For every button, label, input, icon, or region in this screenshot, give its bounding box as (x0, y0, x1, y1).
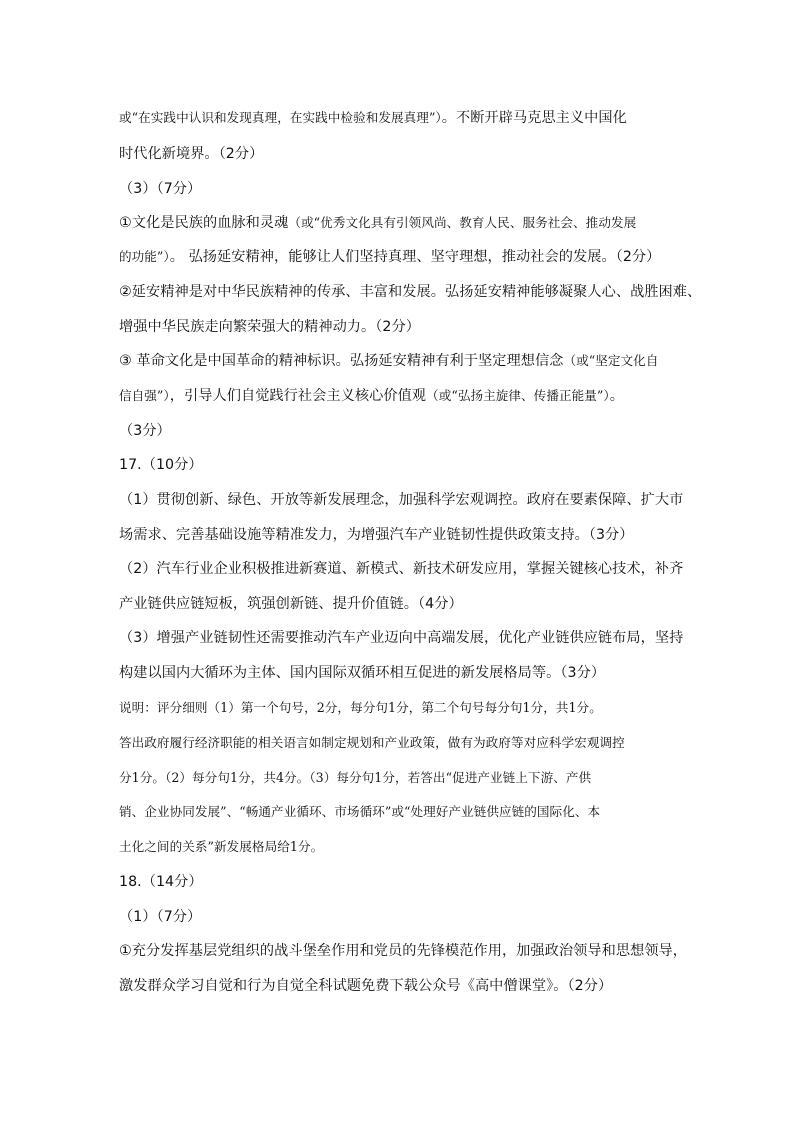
scoring-note: 分1分。（2）每分句1分，共4分。（3）每分句1分，若答出“促进产业链上下游、产供 (119, 770, 592, 785)
text-line-09 (119, 389, 699, 403)
text-line-06 (119, 284, 702, 300)
text-line-24 (119, 910, 699, 924)
text-fragment: ，引导人们自觉践行社会主义核心价值观 (169, 388, 427, 404)
text-fragment: 信自强”） (119, 387, 170, 403)
text-fragment: ①文化是民族的血脉和灵魂 (119, 215, 289, 231)
text-line-05 (119, 250, 699, 264)
text-line-26 (119, 979, 699, 993)
scoring-note: 销、企业协同发展”、“畅通产业循环、市场循环”或“处理好产业链供应链的国际化、本 (119, 804, 601, 819)
text-line-22 (119, 841, 699, 854)
question-heading: 18.（14分） (119, 874, 203, 890)
text-fragment: 。不断开辟马克思主义中国化 (441, 110, 627, 126)
text-fragment: 时代化新境界。（2分） (119, 146, 264, 162)
text-fragment: 场需求、完善基础设施等精准发力，为增强汽车产业链韧性提供政策支持。（3分） (119, 527, 634, 543)
text-fragment: 产业链供应链短板，筑强创新链、提升价值链。（4分） (119, 596, 463, 612)
text-fragment: （3）增强产业链韧性还需要推动汽车产业迈向中高端发展，优化产业链供应链布局，坚持 (119, 630, 684, 646)
scoring-note: 答出政府履行经济职能的相关语言如制定规划和产业政策，做有为政府等对应科学宏观调控 (119, 735, 625, 750)
text-line-01 (119, 111, 699, 125)
text-line-14 (119, 562, 699, 576)
text-line-10 (119, 424, 699, 438)
text-fragment: （或“弘扬主旋律、传播正能量”） (426, 387, 610, 403)
text-line-23 (119, 875, 699, 889)
scoring-note: 说明：评分细则（1）第一个句号，2分，每分句1分，第二个句号每分句1分，共1分。 (119, 700, 602, 715)
scoring-note: 土化之间的关系”新发展格局给1分。 (119, 839, 324, 854)
text-line-02 (119, 147, 699, 161)
text-line-15 (119, 597, 699, 611)
text-fragment: （或“优秀文化具有引领风尚、教育人民、服务社会、推动发展 (288, 214, 637, 230)
text-line-21 (119, 806, 699, 819)
text-fragment: 。 (609, 388, 624, 404)
question-heading: 17.（10分） (119, 457, 203, 473)
text-fragment: 的功能”） (119, 248, 170, 264)
text-line-18 (119, 702, 699, 715)
text-fragment: （或“坚定文化自 (563, 352, 659, 368)
text-line-16 (119, 631, 699, 645)
text-line-12 (119, 493, 699, 507)
text-line-07 (119, 320, 699, 334)
text-fragment: 。 弘扬延安精神，能够让人们坚持真理、坚守理想，推动社会的发展。（2分） (169, 249, 661, 265)
text-line-17 (119, 666, 699, 680)
text-line-19 (119, 737, 699, 750)
text-fragment: （1）贯彻创新、绿色、开放等新发展理念，加强科学宏观调控。政府在要素保障、扩大市 (119, 492, 684, 508)
text-fragment: ②延安精神是对中华民族精神的传承、丰富和发展。弘扬延安精神能够凝聚人心、战胜困难、 (119, 284, 702, 300)
text-line-11 (119, 458, 699, 472)
section-heading: （3）（7分） (119, 181, 202, 197)
text-fragment: 或“在实践中认识和发现真理，在实践中检验和发展真理”） (119, 109, 442, 125)
text-line-08 (119, 354, 699, 368)
text-fragment: ①充分发挥基层党组织的战斗堡垒作用和党员的先锋模范作用，加强政治领导和思想领导， (119, 943, 688, 959)
text-fragment: 构建以国内大循环为主体、国内国际双循环相互促进的新发展格局等。（3分） (119, 665, 606, 681)
text-line-25 (119, 944, 699, 958)
text-fragment: ③ 革命文化是中国革命的精神标识。弘扬延安精神有利于坚定理想信念 (119, 353, 564, 369)
text-line-20 (119, 772, 699, 785)
text-fragment: （2）汽车行业企业积极推进新赛道、新模式、新技术研发应用，掌握关键核心技术，补齐 (119, 561, 684, 577)
section-heading: （1）（7分） (119, 909, 202, 925)
text-fragment: 激发群众学习自觉和行为自觉全科试题免费下载公众号《高中僧课堂》。（2分） (119, 978, 613, 994)
text-line-03 (119, 182, 699, 196)
text-line-13 (119, 528, 699, 542)
text-line-04 (119, 216, 699, 230)
text-fragment: 增强中华民族走向繁荣强大的精神动力。（2分） (119, 319, 420, 335)
text-fragment: （3分） (119, 423, 171, 439)
